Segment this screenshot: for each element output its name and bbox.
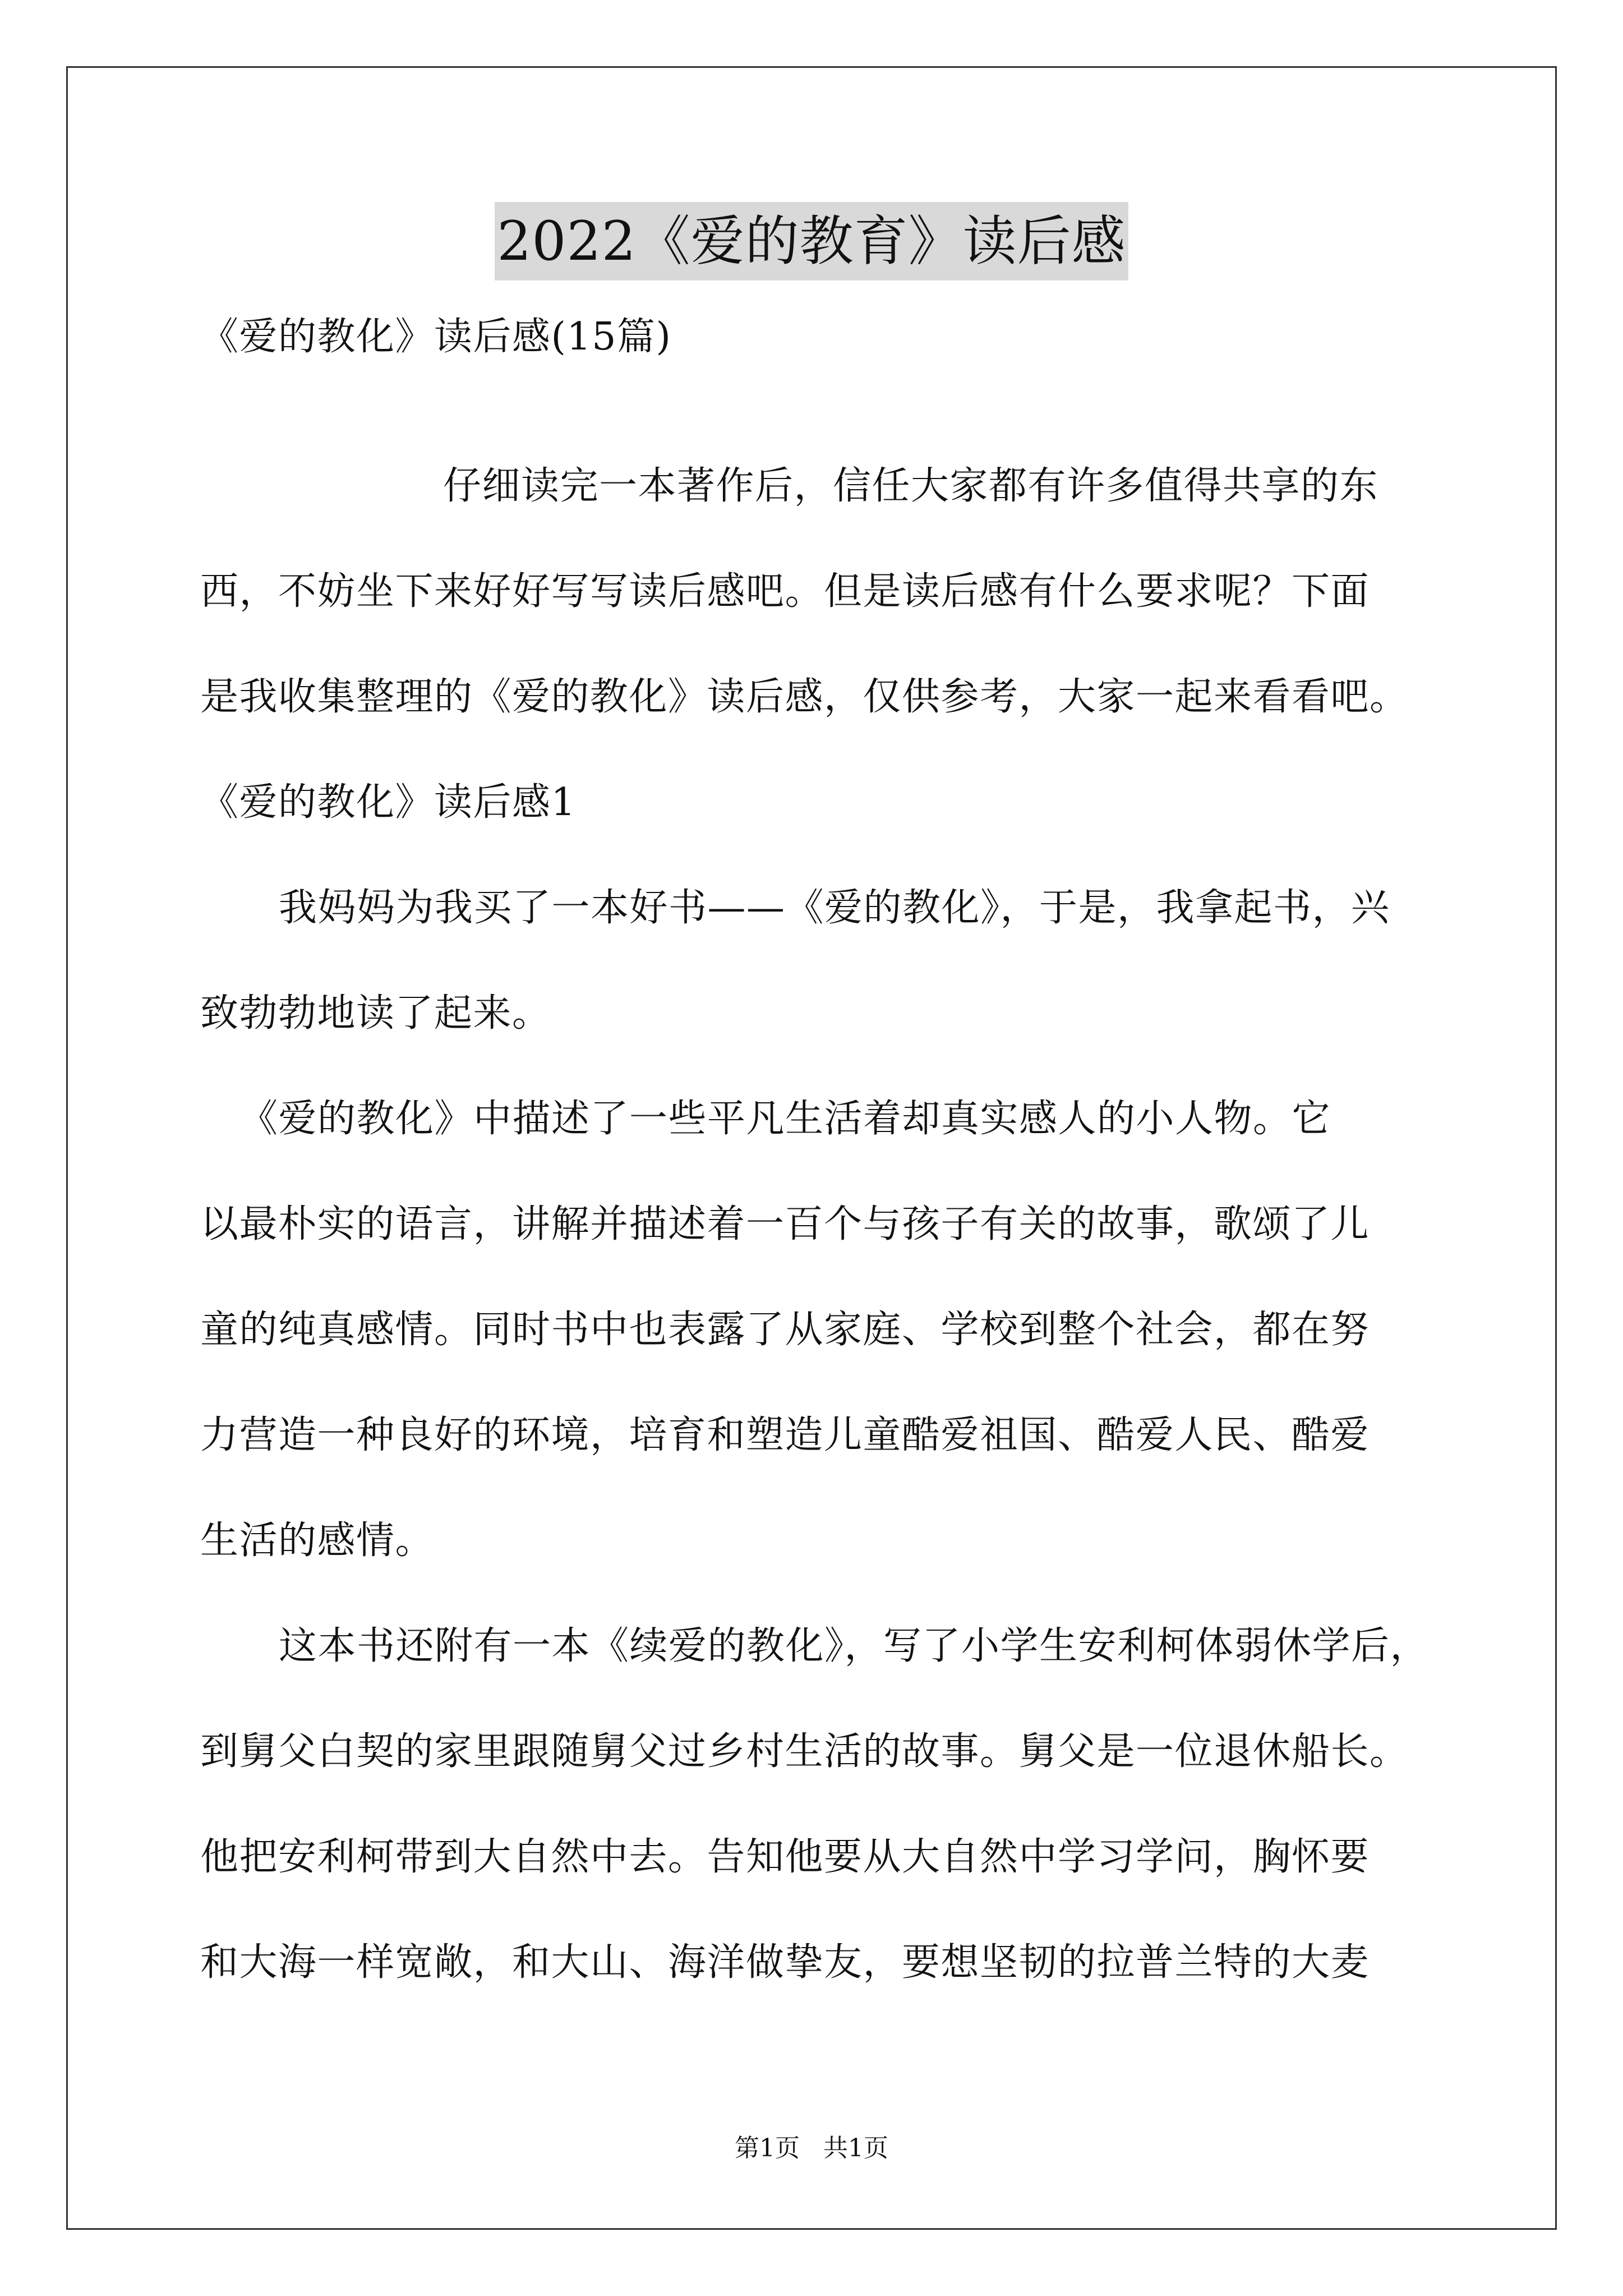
- paragraph-line: 致勃勃地读了起来。: [200, 991, 551, 1036]
- paragraph-line: 以最朴实的语言，讲解并描述着一百个与孩子有关的故事，歌颂了儿: [200, 1202, 1370, 1246]
- page-footer: [0, 2132, 1623, 2165]
- paragraph-line: 他把安利柯带到大自然中去。告知他要从大自然中学习学问，胸怀要: [200, 1835, 1370, 1879]
- paragraph-line: 是我收集整理的《爱的教化》读后感，仅供参考，大家一起来看看吧。: [200, 675, 1409, 719]
- paragraph-line: 《爱的教化》中描述了一些平凡生活着却真实感人的小人物。它: [239, 1097, 1331, 1141]
- page-number: 第1页: [735, 2134, 800, 2162]
- paragraph-line: 和大海一样宽敞，和大山、海洋做挚友，要想坚韧的拉普兰特的大麦: [200, 1940, 1370, 1985]
- paragraph-line: 仔细读完一本著作后，信任大家都有许多值得共享的东: [443, 464, 1379, 508]
- paragraph-line: 这本书还附有一本《续爱的教化》，写了小学生安利柯体弱休学后，: [279, 1624, 1430, 1668]
- page-border: [66, 66, 1557, 2230]
- subtitle-line: 《爱的教化》读后感(15篇): [200, 315, 672, 359]
- title-area: [0, 202, 1623, 280]
- paragraph-line: 西，不妨坐下来好好写写读后感吧。但是读后感有什么要求呢？下面: [200, 569, 1370, 614]
- paragraph-line: 力营造一种良好的环境，培育和塑造儿童酷爱祖国、酷爱人民、酷爱: [200, 1413, 1370, 1457]
- section-heading: 《爱的教化》读后感1: [200, 780, 577, 825]
- paragraph-line: 生活的感情。: [200, 1519, 435, 1563]
- paragraph-line: 我妈妈为我买了一本好书——《爱的教化》，于是，我拿起书，兴: [279, 886, 1390, 930]
- page-total: 共1页: [823, 2134, 888, 2162]
- document-title: 2022《爱的教育》读后感: [495, 202, 1128, 280]
- paragraph-line: 童的纯真感情。同时书中也表露了从家庭、学校到整个社会，都在努: [200, 1308, 1370, 1352]
- paragraph-line: 到舅父白契的家里跟随舅父过乡村生活的故事。舅父是一位退休船长。: [200, 1729, 1409, 1774]
